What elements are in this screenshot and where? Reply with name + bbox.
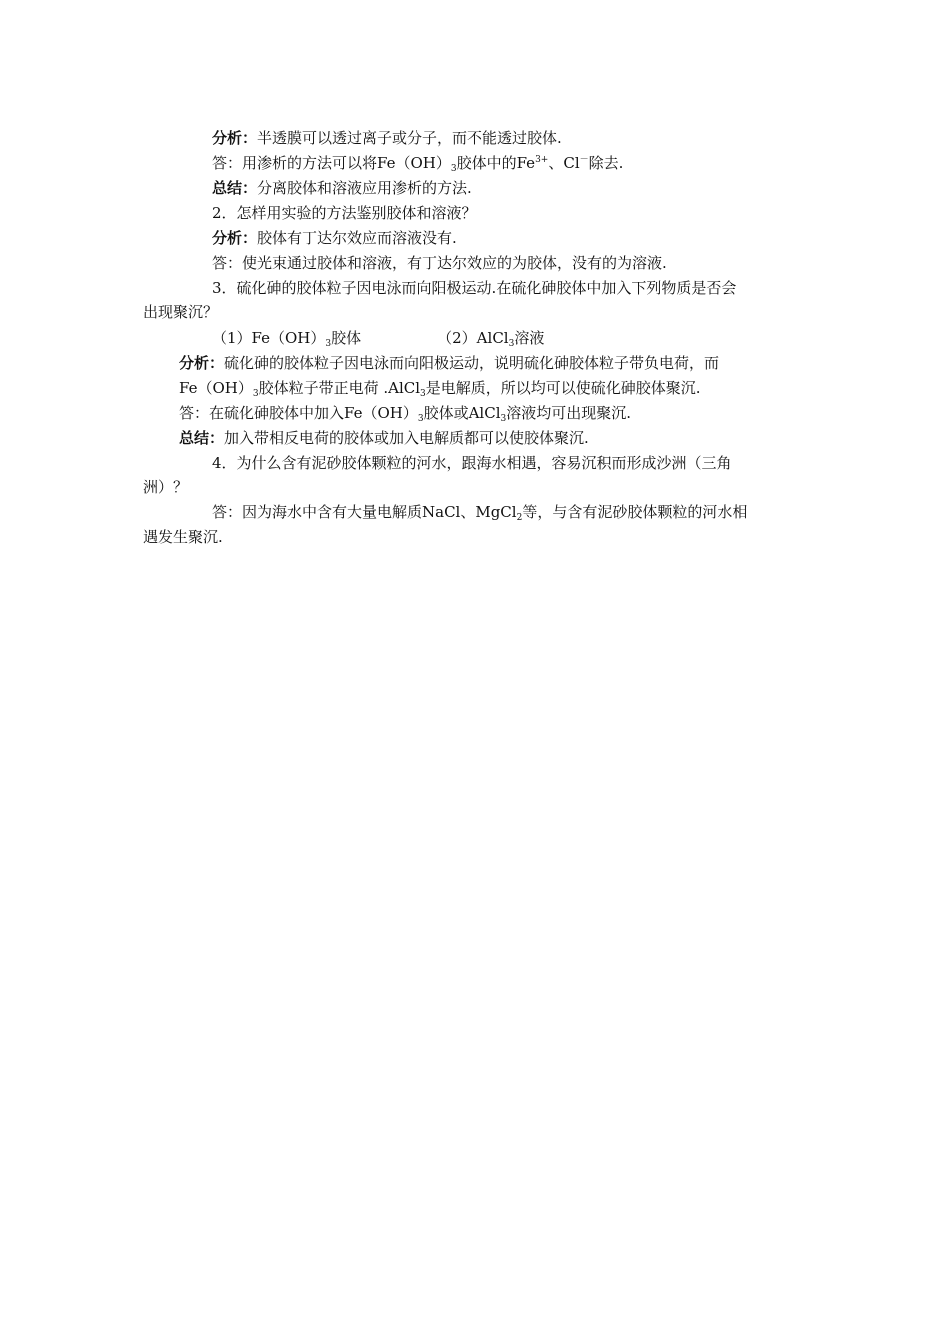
option-1: 胶体 [331, 329, 362, 347]
subscript: 3 [420, 389, 426, 399]
summary-label: 总结： [212, 179, 258, 197]
summary-text: 加入带相反电荷的胶体或加入电解质都可以使胶体聚沉. [224, 429, 589, 447]
superscript: 3+ [535, 155, 549, 165]
answer-text: 答：在硫化砷胶体中加入Fe（OH） [179, 404, 418, 422]
analysis-label: 分析： [179, 354, 225, 372]
analysis-text: 半透膜可以透过离子或分子，而不能透过胶体. [257, 129, 562, 147]
subscript: 3 [325, 339, 332, 349]
answer-line-4b: 遇发生聚沉. [143, 528, 223, 546]
answer-line-2: 答：使光束通过胶体和溶液，有丁达尔效应的为胶体，没有的为溶液. [212, 254, 667, 272]
question-4-line-2: 洲）？ [143, 478, 189, 496]
question-4-line-1: 4．为什么含有泥砂胶体颗粒的河水，跟海水相遇，容易沉积而形成沙洲（三角 [212, 454, 732, 472]
analysis-text: 胶体有丁达尔效应而溶液没有. [257, 229, 457, 247]
analysis-line-2 [212, 229, 457, 247]
options-line [212, 329, 544, 347]
subscript: 2 [516, 513, 523, 523]
subscript: 3 [508, 339, 515, 349]
answer-text: 答：用渗析的方法可以将Fe（OH） [212, 154, 451, 172]
summary-label: 总结： [179, 429, 225, 447]
analysis-text: 胶体粒子带正电荷 .AlCl [258, 379, 421, 397]
question-3-line-1: 3．硫化砷的胶体粒子因电泳而向阳极运动.在硫化砷胶体中加入下列物质是否会 [212, 279, 737, 297]
answer-text: 胶体或AlCl [423, 404, 501, 422]
summary-text: 分离胶体和溶液应用渗析的方法. [257, 179, 472, 197]
analysis-text: Fe（OH） [179, 379, 253, 397]
answer-text: 溶液均可出现聚沉. [506, 404, 632, 422]
option-2: （2）AlCl [437, 329, 509, 347]
option-1: （1）Fe（OH） [212, 329, 326, 347]
answer-line-3 [179, 404, 631, 422]
question-2: 2．怎样用实验的方法鉴别胶体和溶液？ [212, 204, 477, 222]
summary-line-1 [212, 179, 472, 197]
answer-text: 、Cl [548, 154, 580, 172]
answer-text: 胶体中的Fe [456, 154, 536, 172]
subscript: 3 [450, 164, 457, 174]
analysis-label: 分析： [212, 229, 258, 247]
subscript: 3 [417, 414, 424, 424]
subscript: 3 [500, 414, 507, 424]
analysis-text: 是电解质，所以均可以使硫化砷胶体聚沉. [425, 379, 701, 397]
answer-text: 等，与含有泥砂胶体颗粒的河水相 [522, 503, 748, 521]
summary-line-2 [179, 429, 589, 447]
analysis-line-1 [212, 129, 562, 147]
analysis-label: 分析： [212, 129, 258, 147]
analysis-line-3b [179, 379, 701, 397]
question-3-line-2: 出现聚沉？ [143, 303, 219, 321]
superscript: － [579, 155, 589, 165]
answer-text: 除去. [588, 154, 624, 172]
option-2: 溶液 [514, 329, 545, 347]
analysis-text: 硫化砷的胶体粒子因电泳而向阳极运动，说明硫化砷胶体粒子带负电荷，而 [224, 354, 720, 372]
answer-line-4 [212, 503, 747, 521]
analysis-line-3 [179, 354, 719, 372]
answer-line-1 [212, 154, 623, 172]
answer-text: 答：因为海水中含有大量电解质NaCl、MgCl [212, 503, 517, 521]
subscript: 3 [252, 389, 259, 399]
